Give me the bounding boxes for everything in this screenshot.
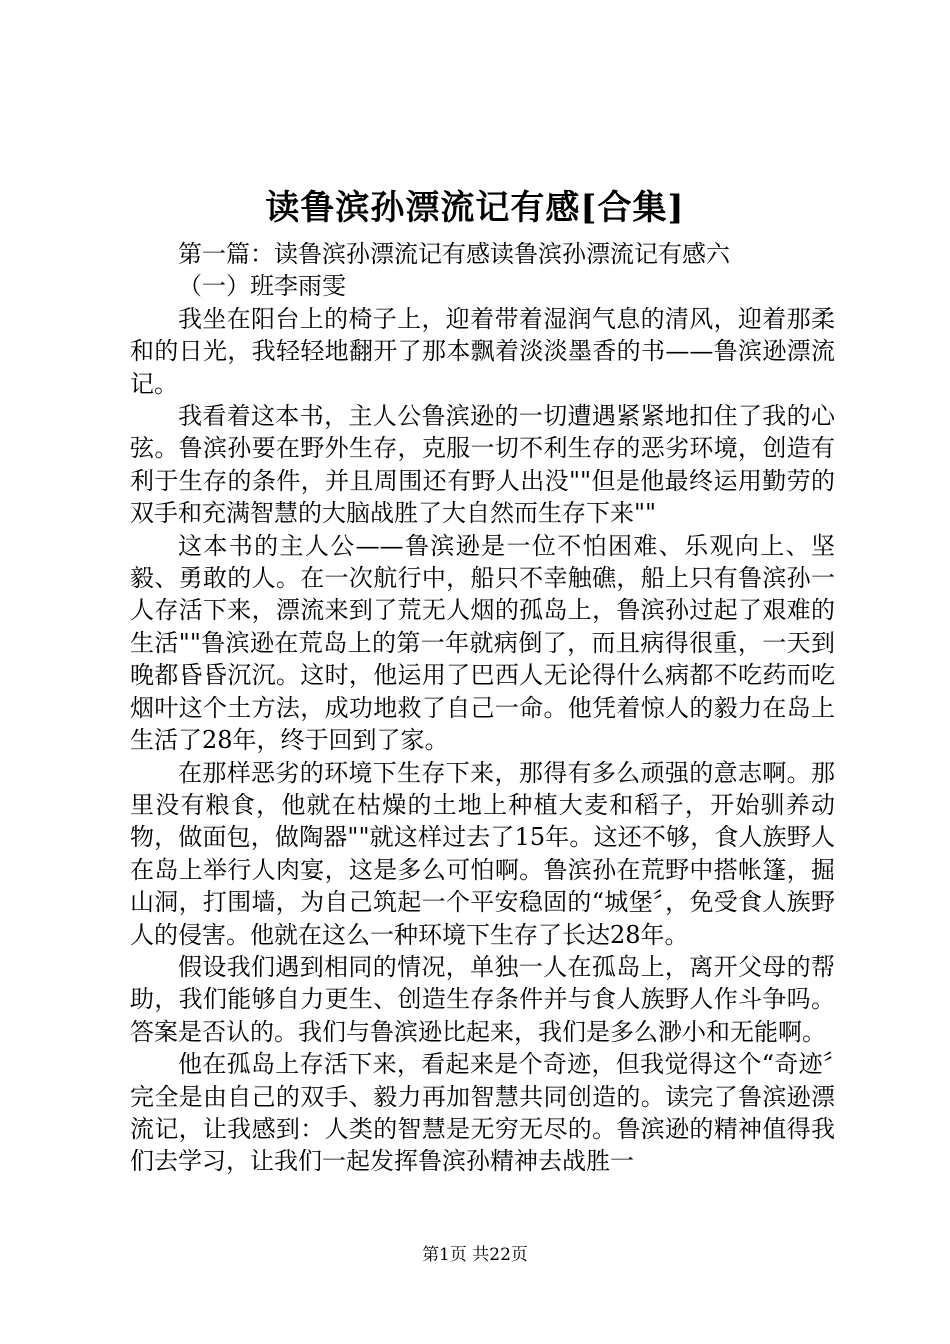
byline: （一）班李雨雯: [178, 272, 346, 301]
document-body: [130, 238, 835, 1178]
paragraph: 他在孤岛上存活下来，看起来是个奇迹，但我觉得这个“奇迹〞完全是由自己的双手、毅力再加智慧共同创造的。读完了鲁滨逊漂流记，让我感到：人类的智慧是无穷无尽的。鲁滨逊的精神值得我们去学习，让我们一起发挥鲁滨孙精神去战胜一: [130, 1050, 835, 1176]
page-number-footer: 第1页 共22页: [422, 1245, 528, 1265]
document-title: 读鲁滨孙漂流记有感[合集]: [265, 188, 685, 228]
subtitle-line: 第一篇：读鲁滨孙漂流记有感读鲁滨孙漂流记有感六: [178, 240, 730, 268]
paragraph: 我看着这本书，主人公鲁滨逊的一切遭遇紧紧地扣住了我的心弦。鲁滨孙要在野外生存，克服一切不利生存的恶劣环境，创造有利于生存的条件，并且周围还有野人出没""但是他最终运用勤劳的双手和充满智慧的大脑战胜了大自然而生存下来"": [130, 402, 835, 528]
paragraph: 假设我们遇到相同的情况，单独一人在孤岛上，离开父母的帮助，我们能够自力更生、创造生存条件并与食人族野人作斗争吗。答案是否认的。我们与鲁滨逊比起来，我们是多么渺小和无能啊。: [130, 952, 835, 1046]
paragraph: 在那样恶劣的环境下生存下来，那得有多么顽强的意志啊。那里没有粮食，他就在枯燥的土地上种植大麦和稻子，开始驯养动物，做面包，做陶器""就这样过去了15年。这还不够，食人族野人在岛上举行人肉宴，这是多么可怕啊。鲁滨孙在荒野中搭帐篷，掘山洞，打围墙，为自己筑起一个平安稳固的“城堡〞，免受食人族野人的侵害。他就在这么一种环境下生存了长达28年。: [130, 758, 835, 949]
paragraph: 我坐在阳台上的椅子上，迎着带着湿润气息的清风，迎着那柔和的日光，我轻轻地翻开了那本飘着淡淡墨香的书——鲁滨逊漂流记。: [130, 304, 835, 398]
paragraph: 这本书的主人公——鲁滨逊是一位不怕困难、乐观向上、坚毅、勇敢的人。在一次航行中，船只不幸触礁，船上只有鲁滨孙一人存活下来，漂流来到了荒无人烟的孤岛上，鲁滨孙过起了艰难的生活""鲁滨逊在荒岛上的第一年就病倒了，而且病得很重，一天到晚都昏昏沉沉。这时，他运用了巴西人无论得什么病都不吃药而吃烟叶这个土方法，成功地救了自己一命。他凭着惊人的毅力在岛上生活了28年，终于回到了家。: [130, 531, 835, 755]
